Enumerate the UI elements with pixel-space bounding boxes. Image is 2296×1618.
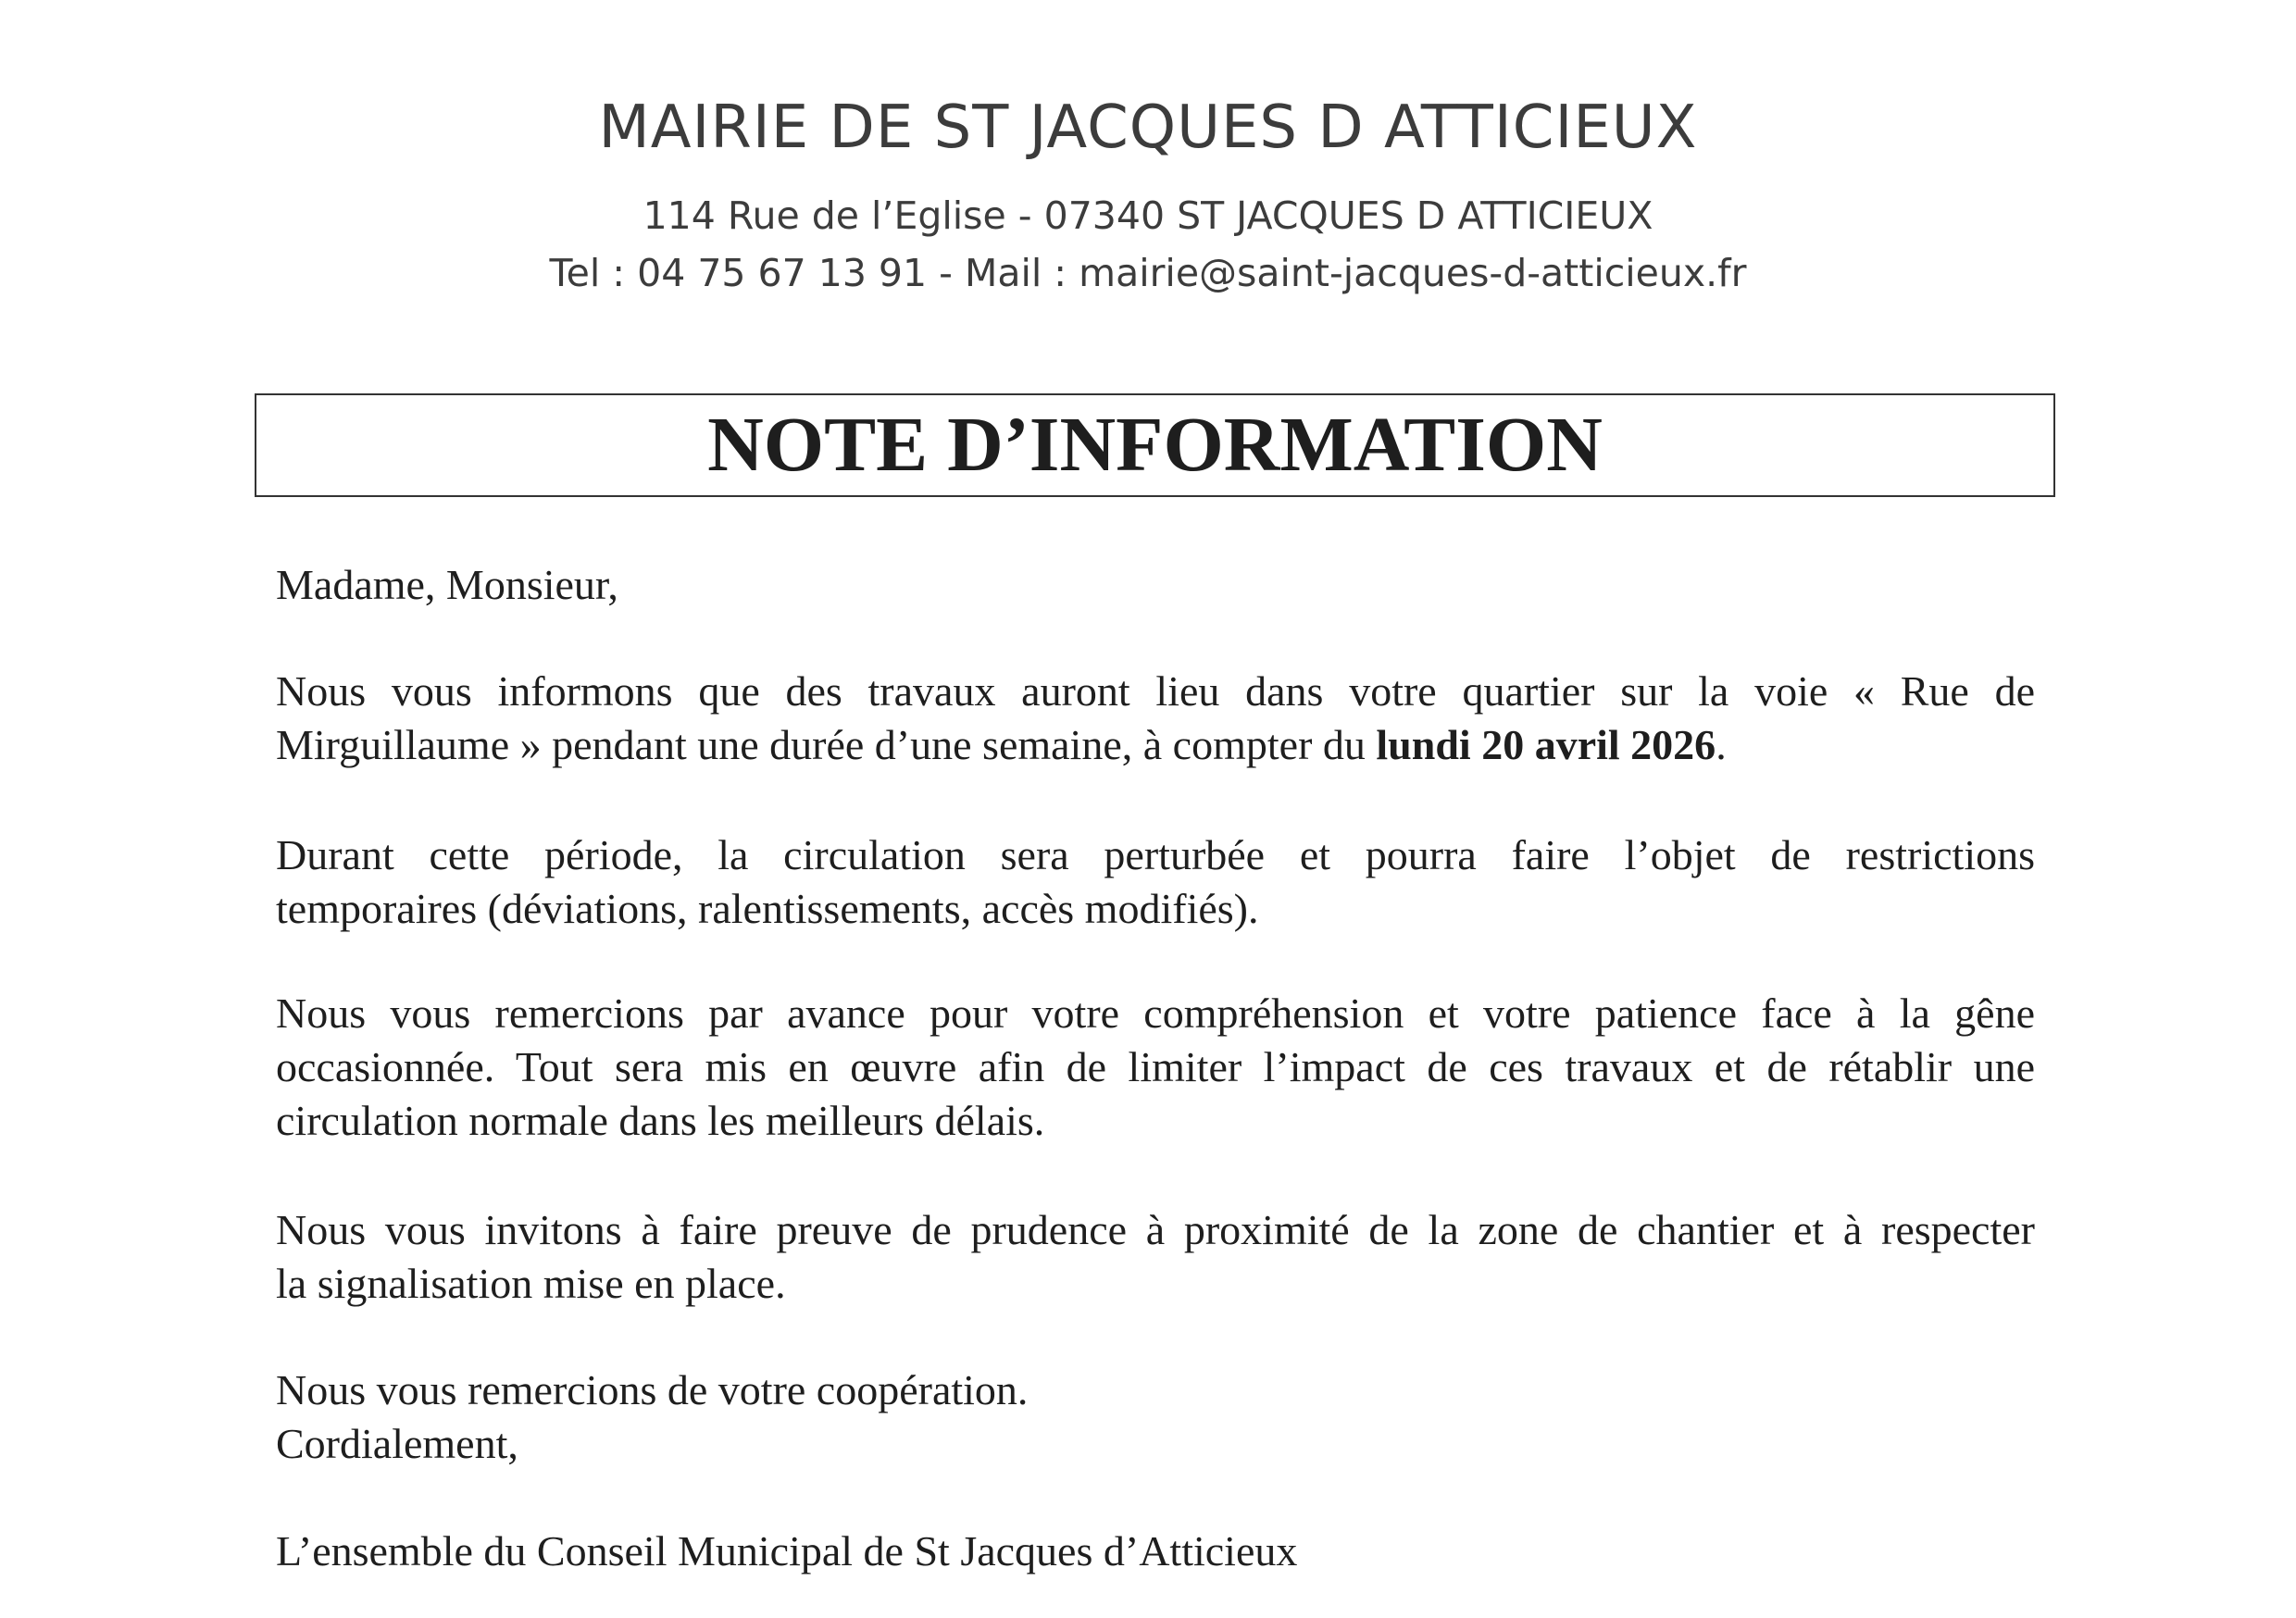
paragraph-travaux bbox=[276, 665, 2035, 772]
paragraph-circulation bbox=[276, 828, 2035, 936]
paragraph-prudence bbox=[276, 1203, 2035, 1311]
paragraph-line: Nous vous remercions par avance pour votre compréhension et votre patience face à la gêne bbox=[276, 989, 2035, 1037]
signature: L’ensemble du Conseil Municipal de St Jacques d’Atticieux bbox=[276, 1527, 1298, 1574]
mairie-address: 114 Rue de l’Eglise - 07340 ST JACQUES D ATTICIEUX bbox=[643, 193, 1653, 238]
closing-block bbox=[276, 1363, 2035, 1471]
start-date: lundi 20 avril 2026 bbox=[1376, 721, 1716, 768]
paragraph-remerciements bbox=[276, 987, 2035, 1148]
paragraph-line: temporaires (déviations, ralentissements, accès modifiés). bbox=[276, 885, 1259, 932]
paragraph-line: Durant cette période, la circulation sera perturbée et pourra faire l’objet de restrictions bbox=[276, 831, 2035, 878]
paragraph-line: la signalisation mise en place. bbox=[276, 1260, 786, 1307]
closing-line: Cordialement, bbox=[276, 1420, 518, 1467]
paragraph-line: circulation normale dans les meilleurs délais. bbox=[276, 1097, 1045, 1144]
paragraph-line: Nous vous informons que des travaux auront lieu dans votre quartier sur la voie « Rue de bbox=[276, 667, 2035, 715]
paragraph-text: . bbox=[1716, 721, 1727, 768]
thanks-line: Nous vous remercions de votre coopération. bbox=[276, 1366, 1029, 1413]
note-title-box bbox=[255, 393, 2055, 497]
paragraph-line bbox=[276, 718, 2035, 772]
paragraph-text: Mirguillaume » pendant une durée d’une semaine, à compter du bbox=[276, 721, 1377, 768]
mairie-contact: Tel : 04 75 67 13 91 - Mail : mairie@saint-jacques-d-atticieux.fr bbox=[549, 251, 1747, 295]
mairie-title: MAIRIE DE ST JACQUES D ATTICIEUX bbox=[598, 93, 1698, 162]
note-title: NOTE D’INFORMATION bbox=[707, 402, 1603, 488]
salutation: Madame, Monsieur, bbox=[276, 561, 618, 608]
paragraph-line: occasionnée. Tout sera mis en œuvre afin de limiter l’impact de ces travaux et de rétablir une bbox=[276, 1043, 2035, 1090]
paragraph-line: Nous vous invitons à faire preuve de prudence à proximité de la zone de chantier et à respecter bbox=[276, 1206, 2035, 1253]
